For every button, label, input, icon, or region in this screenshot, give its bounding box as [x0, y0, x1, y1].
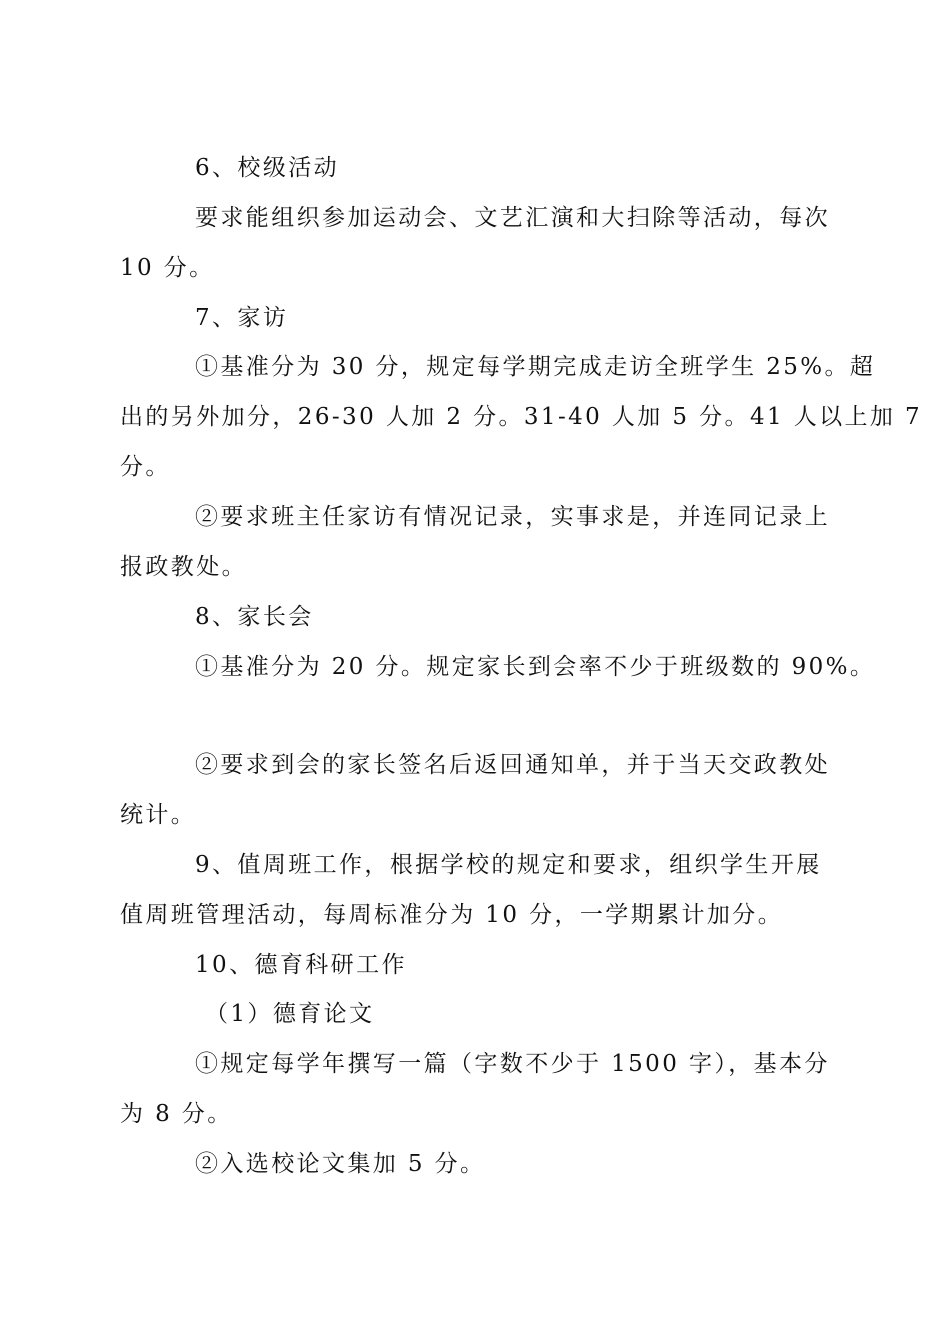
section-heading-8: 8、家长会 — [195, 604, 314, 630]
paragraph-line: 统计。 — [120, 802, 197, 828]
paragraph-line: ②要求班主任家访有情况记录，实事求是，并连同记录上 — [195, 504, 830, 530]
paragraph-line: ②要求到会的家长签名后返回通知单，并于当天交政教处 — [195, 752, 830, 778]
paragraph-line: ②入选校论文集加 5 分。 — [195, 1151, 486, 1177]
paragraph-line: ①基准分为 20 分。规定家长到会率不少于班级数的 90%。 — [195, 654, 876, 680]
section-heading-9: 9、值周班工作，根据学校的规定和要求，组织学生开展 — [195, 852, 822, 878]
paragraph-line: ①基准分为 30 分，规定每学期完成走访全班学生 25%。超 — [195, 354, 876, 380]
paragraph-line: 要求能组织参加运动会、文艺汇演和大扫除等活动，每次 — [195, 205, 830, 231]
paragraph-line: 报政教处。 — [120, 554, 247, 580]
section-heading-7: 7、家访 — [195, 305, 289, 331]
paragraph-line: 值周班管理活动，每周标准分为 10 分，一学期累计加分。 — [120, 902, 784, 928]
section-heading-10: 10、德育科研工作 — [195, 952, 407, 978]
paragraph-line: ①规定每学年撰写一篇（字数不少于 1500 字），基本分 — [195, 1051, 830, 1077]
section-heading-6: 6、校级活动 — [195, 155, 340, 181]
paragraph-line: 为 8 分。 — [120, 1101, 233, 1127]
paragraph-line: 10 分。 — [120, 255, 215, 281]
paragraph-line: 出的另外加分，26-30 人加 2 分。31-40 人加 5 分。41 人以上加 7 — [120, 404, 923, 430]
subsection-heading: （1）德育论文 — [205, 1001, 375, 1027]
paragraph-line: 分。 — [120, 454, 171, 480]
